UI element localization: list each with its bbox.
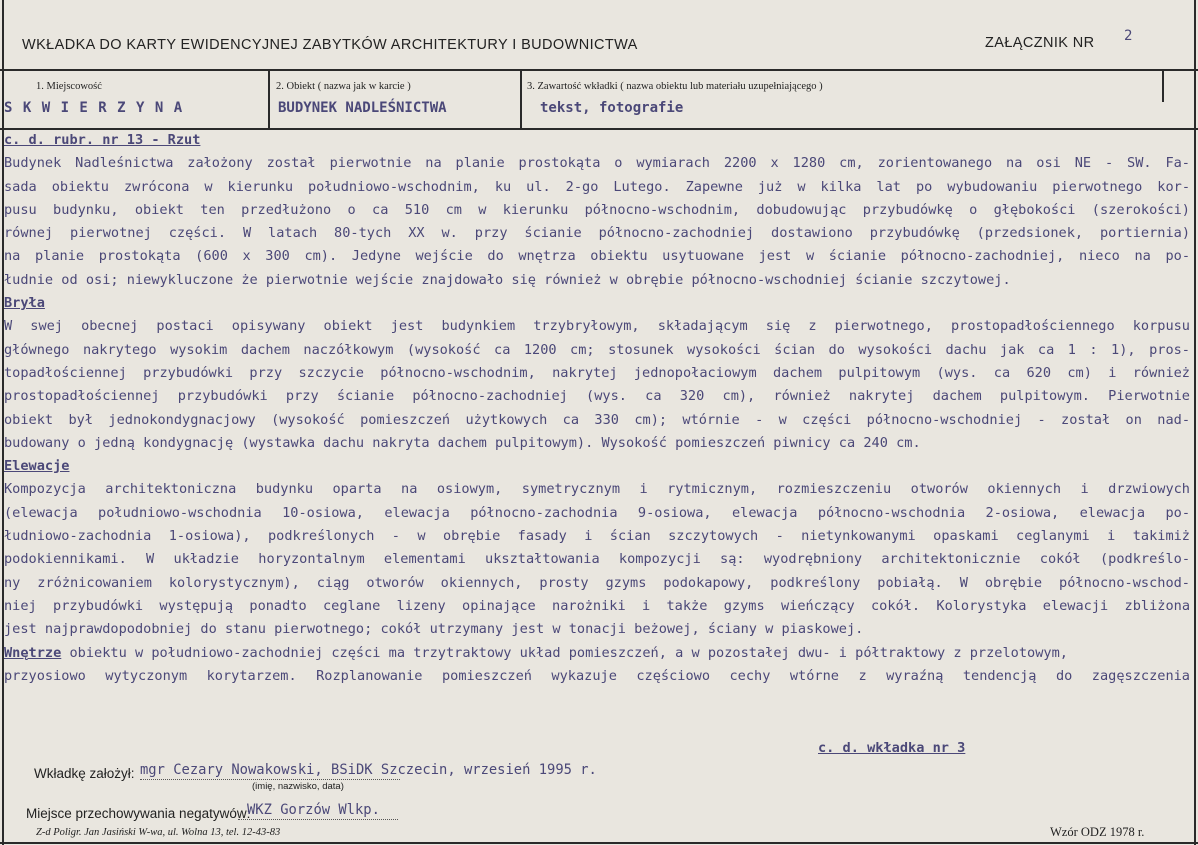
body-line: pusu budynku, obiekt ten przedłużono o ca 510 cm w kierunku północno-wschodnim, dobudowując przybudówkę o głębokości (szerokości) — [4, 201, 1190, 218]
body-line: na planie prostokąta (600 x 300 cm). Jedyne wejście do wnętrza obiektu usytuowane jest w ścianie północno-zachodniej, nieco na po- — [4, 248, 1190, 265]
annex-label: ZAŁĄCZNIK NR — [985, 35, 1095, 51]
body-line: głównego nakrytego wysokim dachem naczółkowym (wysokość ca 1200 cm; stosunek wysokości ścian do wysokości dachu jak ca 1 : 1), pros- — [4, 341, 1190, 358]
body-line: budowany o jedną kondygnację (wystawka dachu nakryta dachem pulpitowym). Wysokość pomieszczeń piwnicy ca 240 cm. — [4, 434, 921, 451]
body-line — [4, 129, 1190, 152]
section-heading: Elewacje — [4, 458, 70, 475]
body-line: W swej obecnej postaci opisywany obiekt jest budynkiem trzybryłowym, składającym się z pierwotnego, prostopadłościennego korpusu — [4, 318, 1190, 335]
printer-imprint: Z-d Poligr. Jan Jasiński W-wa, ul. Wolna 13, tel. 12-43-83 — [36, 827, 281, 838]
form-code: Wzór ODZ 1978 r. — [1050, 825, 1145, 839]
body-line: łudnie od osi; niewykluczone że pierwotnie wejście znajdowało się również w obrębie północno-wschodniej ścianie szczytowej. — [4, 271, 1011, 288]
body-line: (elewacja południowo-wschodnia 10-osiowa, elewacja północno-zachodnia 9-osiowa, elewacja północno-wschodnia 2-osiowa, elewacja po- — [4, 504, 1190, 521]
contents-label: 3. Zawartość wkładki ( nazwa obiektu lub materiału uzupełniającego ) — [527, 81, 823, 92]
body-line: ny zróżnicowaniem kolorystycznym), ciąg otworów okiennych, prosty gzyms podokapowy, podkreślony pobiałą. W obrębie północno-wschod- — [4, 574, 1190, 591]
section-heading: Wnętrze — [4, 644, 62, 661]
form-title: WKŁADKA DO KARTY EWIDENCYJNEJ ZABYTKÓW ARCHITEKTURY I BUDOWNICTWA — [22, 37, 638, 53]
field-divider-3 — [1162, 70, 1164, 102]
body-line — [4, 455, 1190, 478]
negatives-line — [238, 819, 398, 820]
body-line: Kompozycja architektoniczna budynku oparta na osiowym, symetrycznym i rytmicznym, rozmieszczeniu otworów okiennych i drzwiowych — [4, 481, 1190, 498]
card-right-edge — [1194, 0, 1196, 845]
location-value: S K W I E R Z Y N A — [4, 100, 184, 116]
body-line: jest najprawdopodobniej do stanu pierwotnego; cokół utrzymany jest w tonacji beżowej, ściany w piaskowej. — [4, 621, 864, 638]
created-by-value: mgr Cezary Nowakowski, BSiDK Szczecin, wrzesień 1995 r. — [140, 762, 597, 778]
location-label: 1. Miejscowość — [36, 81, 102, 92]
body-line-text: obiektu w południowo-zachodniej części ma trzytraktowy układ pomieszczeń, a w pozostałej dwu- i półtraktowy z przelotowym, — [61, 644, 1068, 661]
created-by-line — [140, 779, 400, 780]
body-line: Budynek Nadleśnictwa założony został pierwotnie na planie prostokąta o wymiarach 2200 x 1280 cm, zorientowanego na osi NE - SW. Fa- — [4, 155, 1190, 172]
body-line: prostopadłościennej przybudówki przy ścianie północno-zachodniej (wys. ca 320 cm), również nakrytej dachem pulpitowym. Pierwotnie — [4, 388, 1190, 405]
body-line: podokiennikami. W układzie horyzontalnym elementami ukształtowania kompozycji są: wyodrębniony architektonicznie cokół (podkreślo- — [4, 551, 1190, 568]
created-by-label: Wkładkę założył: — [34, 766, 135, 781]
card-bottom-edge — [0, 842, 1198, 844]
field-divider-2 — [520, 70, 522, 128]
header-divider — [0, 69, 1198, 71]
body-line: równej pierwotnej części. W latach 80-tych XX w. przy ścianie północno-zachodniej dostawiono przybudówkę (przedsionek, portiernia) — [4, 225, 1190, 242]
field-divider-1 — [268, 70, 270, 128]
body-line: niej przybudówki występują ponadto ceglane lizeny opinające narożniki i także gzyms wieńczący cokół. Kolorystyka elewacji zbliżona — [4, 597, 1190, 614]
body-line — [4, 292, 1190, 315]
body-line: obiekt był jednokondygnacjowy (wysokość pomieszczeń użytkowych ca 330 cm); wtórnie - w części północno-wschodniej - został on nad- — [4, 411, 1190, 428]
negatives-value: WKZ Gorzów Wlkp. — [247, 802, 380, 818]
object-value: BUDYNEK NADLEŚNICTWA — [278, 100, 447, 116]
body-line — [4, 642, 1190, 665]
body-line: łudniowo-zachodnia 1-osiowa), podkreślonych - w obrębie fasady i ścian szczytowych - nietynkowanymi opaskami ceglanymi i takimiż — [4, 528, 1190, 545]
section-heading: c. d. rubr. nr 13 - Rzut — [4, 132, 201, 148]
body-line: przyosiowo wytyczonym korytarzem. Rozplanowanie pomieszczeń wykazuje częściowo cechy wtórne z wyraźną tendencją do zagęszczenia — [4, 667, 1190, 684]
annex-number: 2 — [1124, 28, 1133, 44]
body-line: sada obiektu zwrócona w kierunku południowo-wschodnim, ku ul. 2-go Lutego. Zapewne już w kilka lat po wybudowaniu pierwotnego kor- — [4, 178, 1190, 195]
body-line: topadłościennej przybudówki przy szczycie północno-wschodnim, nakrytej jednopołaciowym dachem pulpitowym (wys. ca 620 cm) i również — [4, 364, 1190, 381]
created-by-hint: (imię, nazwisko, data) — [252, 781, 344, 792]
object-label: 2. Obiekt ( nazwa jak w karcie ) — [276, 81, 411, 92]
section-heading: Bryła — [4, 295, 45, 312]
description-body — [4, 129, 1190, 688]
continuation-note: c. d. wkładka nr 3 — [818, 740, 966, 756]
contents-value: tekst, fotografie — [540, 100, 684, 116]
negatives-label: Miejsce przechowywania negatywów: — [26, 806, 251, 821]
